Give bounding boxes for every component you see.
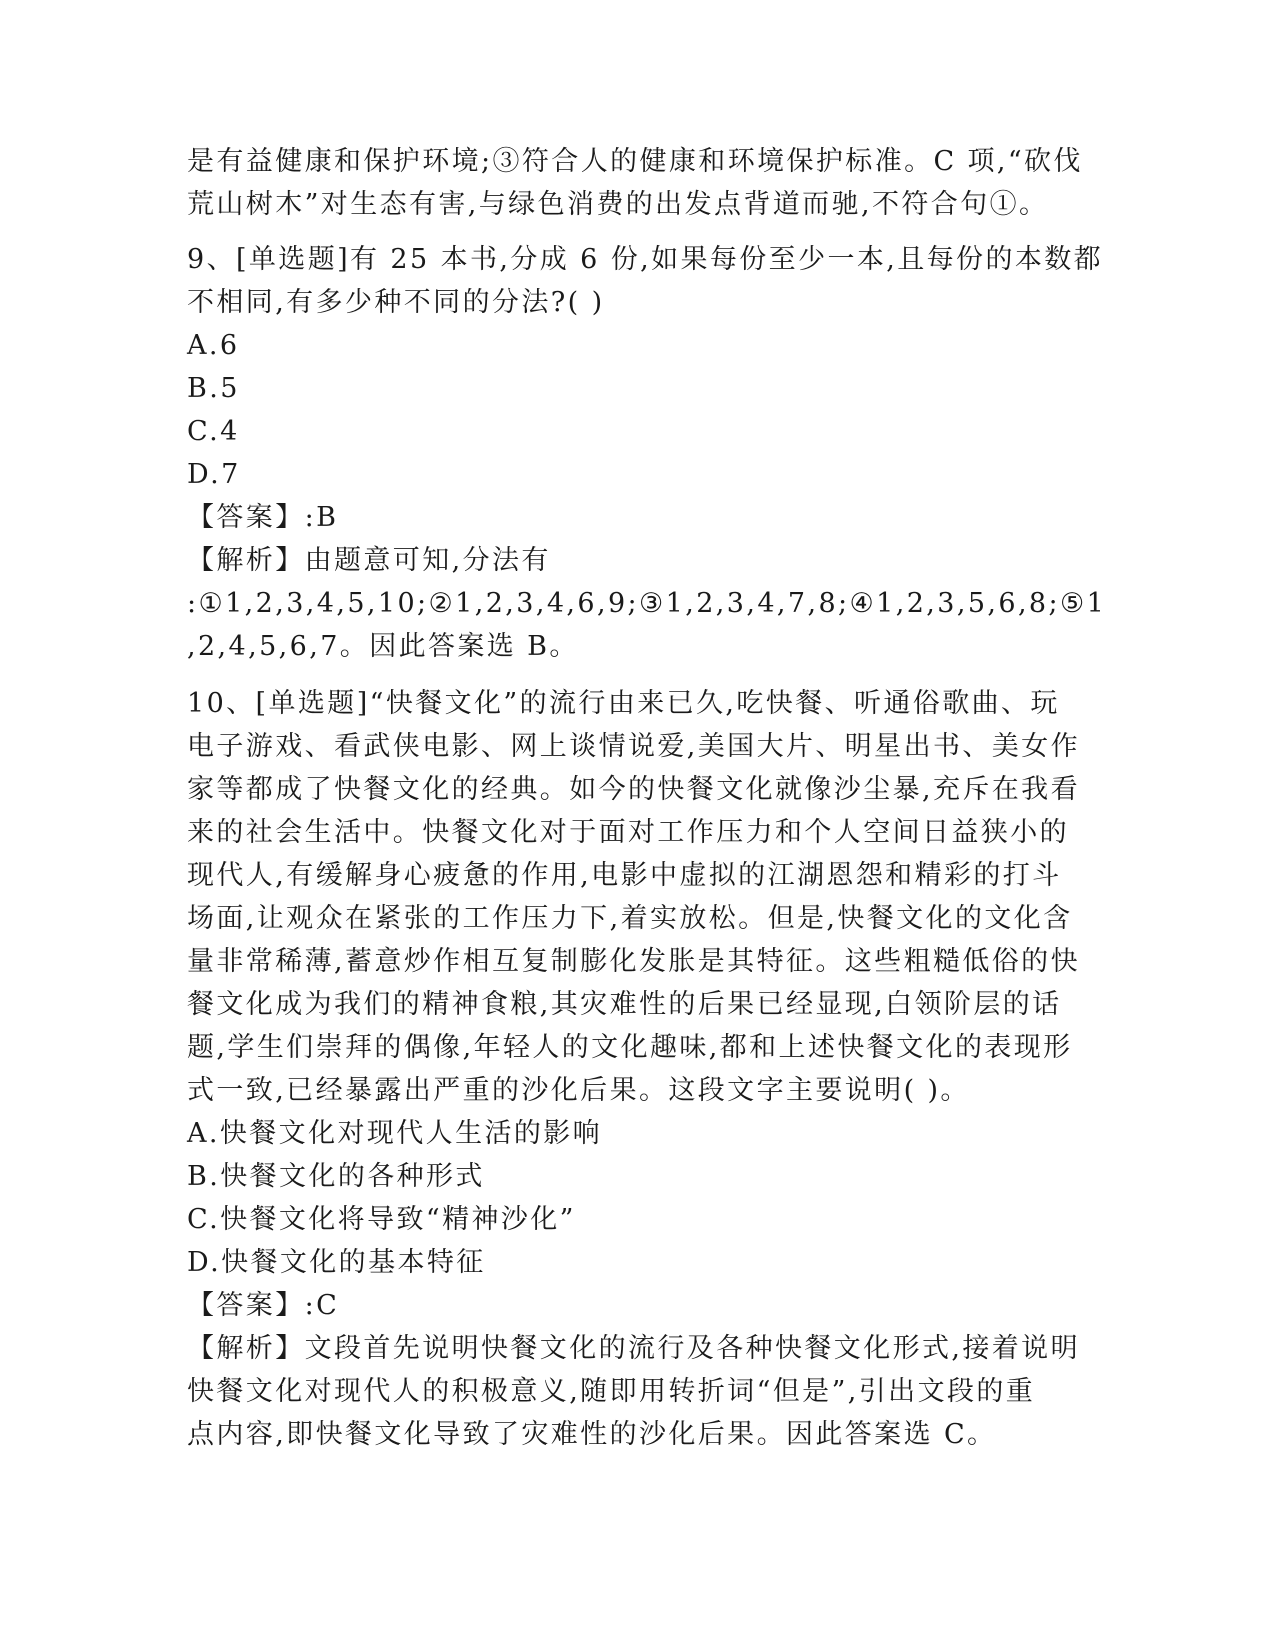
question-text-line: 题,学生们崇拜的偶像,年轻人的文化趣味,都和上述快餐文化的表现形	[187, 1032, 1073, 1063]
answer-line: 【答案】:C	[187, 1290, 340, 1321]
text-line: 是有益健康和保护环境;③符合人的健康和环境保护标准。C 项,“砍伐	[187, 146, 1083, 177]
option-d: D.快餐文化的基本特征	[187, 1247, 486, 1278]
question-text-line: 餐文化成为我们的精神食粮,其灾难性的后果已经显现,白领阶层的话	[187, 989, 1062, 1020]
question-text-line: 场面,让观众在紧张的工作压力下,着实放松。但是,快餐文化的文化含	[187, 903, 1073, 934]
analysis-line: 【解析】由题意可知,分法有	[187, 545, 551, 576]
question-text-line: 不相同,有多少种不同的分法?( )	[187, 287, 605, 318]
analysis-line: 【解析】文段首先说明快餐文化的流行及各种快餐文化形式,接着说明	[187, 1333, 1080, 1364]
option-d: D.7	[187, 459, 241, 490]
option-a: A.6	[187, 330, 240, 361]
option-a: A.快餐文化对现代人生活的影响	[187, 1118, 603, 1149]
question-text-line: 10、[单选题]“快餐文化”的流行由来已久,吃快餐、听通俗歌曲、玩	[187, 688, 1060, 719]
question-text-line: 量非常稀薄,蓄意炒作相互复制膨化发胀是其特征。这些粗糙低俗的快	[187, 946, 1080, 977]
text-line: 荒山树木”对生态有害,与绿色消费的出发点背道而驰,不符合句①。	[187, 189, 1049, 220]
question-9	[187, 238, 1107, 668]
question-text-line: 9、[单选题]有 25 本书,分成 6 份,如果每份至少一本,且每份的本数都	[187, 244, 1104, 275]
analysis-line: ,2,4,5,6,7。因此答案选 B。	[187, 631, 579, 662]
question-text-line: 现代人,有缓解身心疲惫的作用,电影中虚拟的江湖恩怨和精彩的打斗	[187, 860, 1062, 891]
option-c: C.4	[187, 416, 240, 447]
intro-paragraph	[187, 140, 1087, 226]
question-text-line: 式一致,已经暴露出严重的沙化后果。这段文字主要说明( )。	[187, 1075, 970, 1106]
question-text-line: 家等都成了快餐文化的经典。如今的快餐文化就像沙尘暴,充斥在我看	[187, 774, 1080, 805]
answer-line: 【答案】:B	[187, 502, 339, 533]
question-text-line: 电子游戏、看武侠电影、网上谈情说爱,美国大片、明星出书、美女作	[187, 731, 1080, 762]
document-page	[187, 140, 1107, 1456]
option-c: C.快餐文化将导致“精神沙化”	[187, 1204, 576, 1235]
option-b: B.5	[187, 373, 240, 404]
option-b: B.快餐文化的各种形式	[187, 1161, 485, 1192]
question-text-line: 来的社会生活中。快餐文化对于面对工作压力和个人空间日益狭小的	[187, 817, 1069, 848]
analysis-line: :①1,2,3,4,5,10;②1,2,3,4,6,9;③1,2,3,4,7,8;④1,2,3,5,6,8;⑤1	[187, 588, 1107, 619]
question-10	[187, 682, 1087, 1456]
analysis-line: 点内容,即快餐文化导致了灾难性的沙化后果。因此答案选 C。	[187, 1419, 997, 1450]
analysis-line: 快餐文化对现代人的积极意义,随即用转折词“但是”,引出文段的重	[187, 1376, 1036, 1407]
